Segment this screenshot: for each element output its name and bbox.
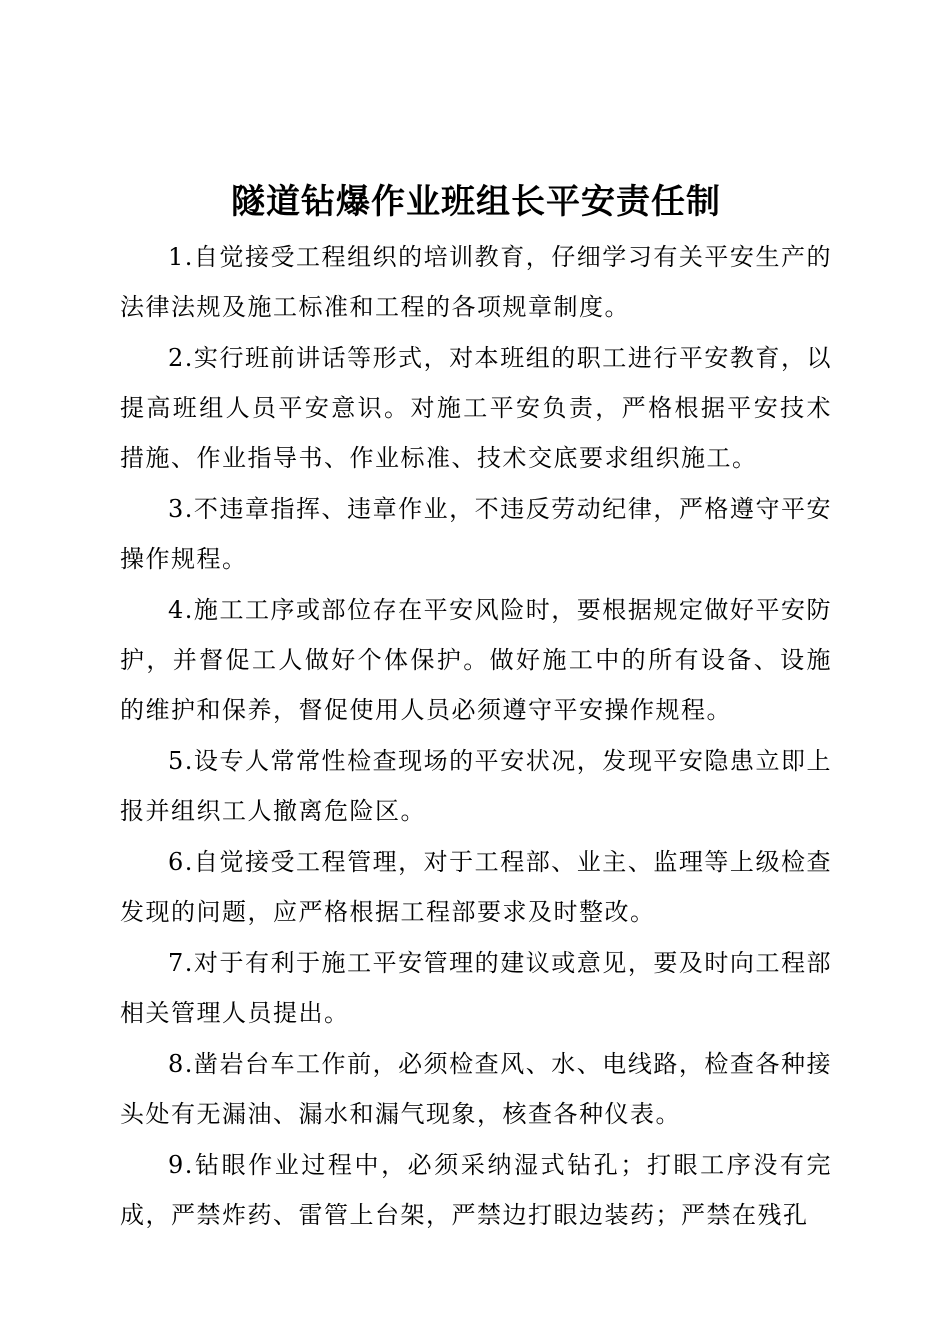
paragraph-8: 8.凿岩台车工作前，必须检查风、水、电线路，检查各种接头处有无漏油、漏水和漏气现象，核查各种仪表。 [120, 1050, 832, 1128]
paragraph-7: 7.对于有利于施工平安管理的建议或意见，要及时向工程部相关管理人员提出。 [120, 949, 832, 1027]
paragraph-1: 1.自觉接受工程组织的培训教育，仔细学习有关平安生产的法律法规及施工标准和工程的各项规章制度。 [120, 243, 832, 321]
paragraph-6: 6.自觉接受工程管理，对于工程部、业主、监理等上级检查发现的问题，应严格根据工程部要求及时整改。 [120, 848, 832, 926]
document-page [120, 176, 832, 1241]
document-title: 隧道钻爆作业班组长平安责任制 [231, 182, 721, 222]
paragraph-2: 2.实行班前讲话等形式，对本班组的职工进行平安教育，以提高班组人员平安意识。对施工平安负责，严格根据平安技术措施、作业指导书、作业标准、技术交底要求组织施工。 [120, 344, 832, 472]
paragraph-5: 5.设专人常常性检查现场的平安状况，发现平安隐患立即上报并组织工人撤离危险区。 [120, 747, 832, 825]
paragraph-9: 9.钻眼作业过程中，必须采纳湿式钻孔；打眼工序没有完成，严禁炸药、雷管上台架，严禁边打眼边装药；严禁在残孔 [120, 1151, 832, 1229]
paragraph-3: 3.不违章指挥、违章作业，不违反劳动纪律，严格遵守平安操作规程。 [120, 495, 832, 573]
paragraph-4: 4.施工工序或部位存在平安风险时，要根据规定做好平安防护，并督促工人做好个体保护。做好施工中的所有设备、设施的维护和保养，督促使用人员必须遵守平安操作规程。 [120, 596, 832, 724]
